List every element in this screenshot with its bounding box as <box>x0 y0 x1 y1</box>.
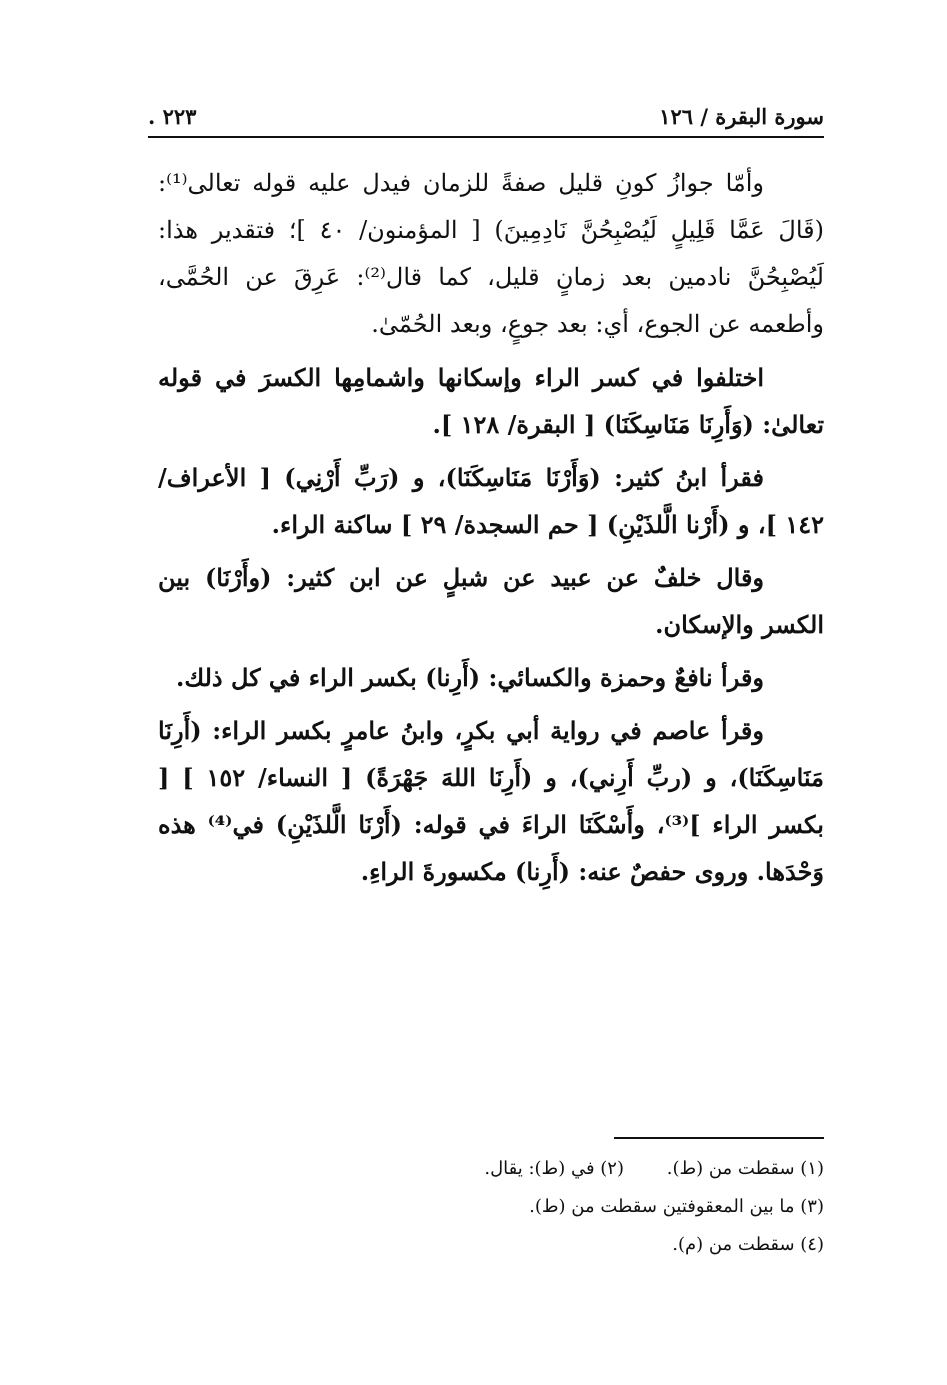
footnote-divider <box>614 1137 824 1139</box>
footnote-2: (٢) في (ط): يقال. <box>484 1158 624 1179</box>
paragraph-3: فقرأ ابنُ كثير: (وَأَرْنَا مَنَاسِكَنَا)، و (رَبِّ أَرْنِي) [ الأعراف/ ١٤٢ ]، و (أَرْنا الَّلذَيْنِ) [ حم السجدة/ ٢٩ ] ساكنة الراء. <box>158 463 824 539</box>
page-number: ٢٢٣ . <box>148 103 197 129</box>
footnote-4: (٤) سقطت من (م). <box>672 1234 824 1255</box>
paragraph-1: وأمّا جوازُ كونِ قليل صفةً للزمان فيدل عليه قوله تعالى⁽¹⁾: (قَالَ عَمَّا قَلِيلٍ لَيُصْبِحُنَّ نَادِمِينَ) [ المؤمنون/ ٤٠ ]؛ فتقدير هذا: لَيُصْبِحُنَّ نادمين بعد زمانٍ قليل، كما قال⁽²⁾: عَرِقَ عن الحُمَّى، وأطعمه عن الجوع، أي: بعد جوعٍ، وبعد الحُمّىٰ. <box>158 169 825 338</box>
footnote-1: (١) سقطت من (ط). <box>666 1158 824 1179</box>
footnotes <box>158 1150 824 1264</box>
footnote-3: (٣) ما بين المعقوفتين سقطت من (ط). <box>529 1196 824 1217</box>
footnote-row <box>158 1150 824 1188</box>
main-text <box>158 160 824 901</box>
paragraph-2: اختلفوا في كسر الراء وإسكانها واشمامِها الكسرَ في قوله تعالىٰ: (وَأَرِنَا مَنَاسِكَنَا) [ البقرة/ ١٢٨ ]. <box>158 363 824 439</box>
running-title: سورة البقرة / ١٢٦ <box>659 103 824 129</box>
paragraph-4: وقال خلفٌ عن عبيد عن شبلٍ عن ابن كثير: (وأَرْنَا) بين الكسر والإسكان. <box>158 563 824 639</box>
paragraph-5: وقرأ نافعٌ وحمزة والكسائي: (أَرِنا) بكسر الراء في كل ذلك. <box>176 663 764 692</box>
page-header <box>148 96 824 138</box>
paragraph-6: وقرأ عاصم في رواية أبي بكرٍ، وابنُ عامرٍ بكسر الراء: (أَرِنَا مَنَاسِكَنَا)، و (ربِّ أَرِني)، و (أَرِنَا اللهَ جَهْرَةً) [ النساء/ ١٥٢ ] [ بكسر الراء ]⁽³⁾، وأَسْكَنَا الراءَ في قوله: (أَرْنَا الَّلذَيْنِ) في⁽⁴⁾ هذه وَحْدَها. وروى حفصٌ عنه: (أَرِنا) مكسورةَ الراءِ. <box>158 716 824 886</box>
